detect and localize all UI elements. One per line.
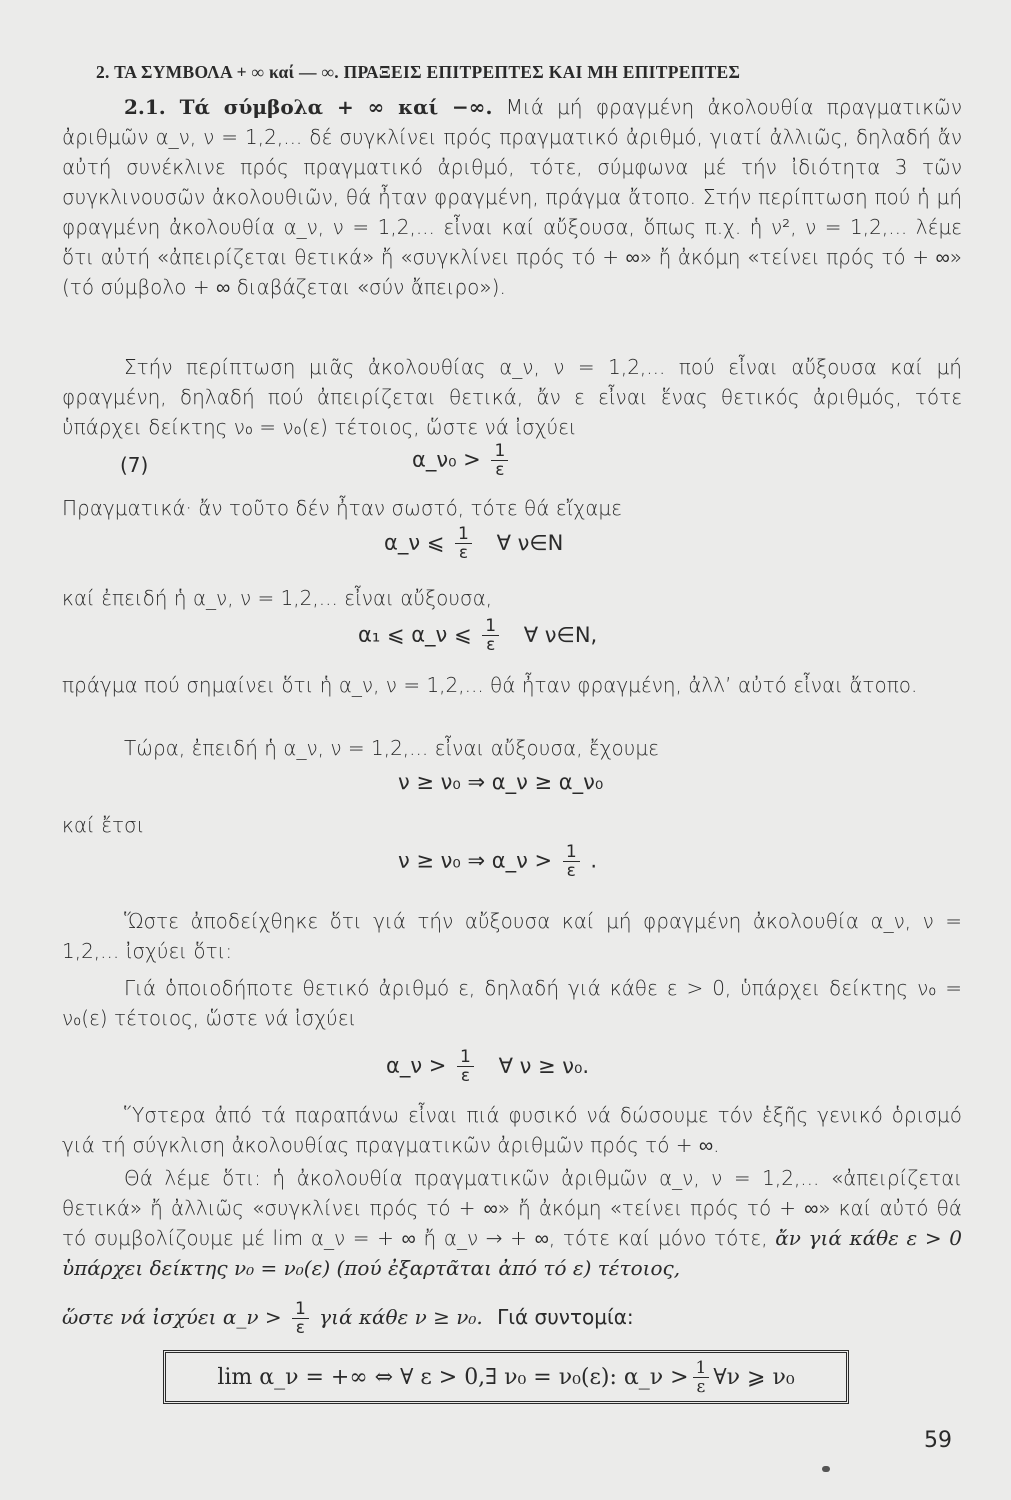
equation-e-lhs: α_ν > <box>386 1053 447 1078</box>
boxed-definition <box>163 1350 849 1404</box>
definition-condition: ἄν γιά κάθε ε > 0 ὑπάρχει δείκτης ν₀ = ν₀(ε) (πού ἐξαρτᾶται ἀπό τό ε) τέτοιος, <box>62 1226 963 1280</box>
fraction-numerator: 1 <box>563 843 580 862</box>
fraction-one-over-epsilon <box>491 442 508 479</box>
fraction-one-over-epsilon <box>457 1048 474 1085</box>
fraction-denominator: ε <box>495 460 505 480</box>
equation-e <box>386 1048 589 1085</box>
paragraph-9: Γιά ὁποιοδήποτε θετικό ἀριθμό ε, δηλαδή γιά κάθε ε > 0, ὑπάρχει δείκτης ν₀ = ν₀(ε) τέτοιος, ὥστε νά ἰσχύει <box>62 976 962 1030</box>
boxed-definition-lhs: lim α_ν = +∞ ⇔ ∀ ε > 0,∃ ν₀ = ν₀(ε): α_ν > <box>217 1364 689 1390</box>
paragraph-5: πράγμα πού σημαίνει ὅτι ἡ α_ν, ν = 1,2,... θά ἦταν φραγμένη, ἀλλ’ αὐτό εἶναι ἄτοπο. <box>62 673 918 697</box>
chapter-heading: 2. ΤΑ ΣΥΜΒΟΛΑ + ∞ καί — ∞. ΠΡΑΞΕΙΣ ΕΠΙΤΡΕΠΤΕΣ ΚΑΙ ΜΗ ΕΠΙΤΡΕΠΤΕΣ <box>96 62 741 82</box>
ink-speck <box>822 1466 830 1472</box>
fraction-denominator: ε <box>460 1066 471 1086</box>
fraction-denominator: ε <box>696 1376 706 1397</box>
paragraph-7: καί ἔτσι <box>62 813 145 837</box>
fraction-one-over-epsilon <box>482 617 499 654</box>
fraction-denominator: ε <box>566 861 576 881</box>
fraction-denominator: ε <box>458 543 469 563</box>
equation-b <box>358 617 597 654</box>
section-title: 2.1. Τά σύμβολα + ∞ καί −∞. <box>124 95 493 119</box>
fraction-denominator: ε <box>295 1318 305 1338</box>
definition-last-line <box>62 1300 634 1337</box>
equation-c: ν ≥ ν₀ ⇒ α_ν ≥ α_ν₀ <box>398 770 604 794</box>
fraction-one-over-epsilon <box>292 1300 309 1337</box>
paragraph-4: καί ἐπειδή ἡ α_ν, ν = 1,2,... εἶναι αὔξουσα, <box>62 586 493 610</box>
equation-d-end: . <box>590 848 598 873</box>
boxed-definition-rhs: ∀ν ⩾ ν₀ <box>713 1364 795 1390</box>
fraction-numerator: 1 <box>455 525 472 544</box>
equation-7-lhs: α_ν₀ > <box>412 447 481 472</box>
definition-for-all: γιά κάθε ν ≥ ν₀. <box>319 1305 483 1329</box>
paragraph-6: Τώρα, ἐπειδή ἡ α_ν, ν = 1,2,... εἶναι αὔξουσα, ἔχουμε <box>124 736 659 760</box>
equation-a <box>384 525 563 562</box>
equation-b-lhs: α₁ ⩽ α_ν ⩽ <box>358 622 472 647</box>
fraction-numerator: 1 <box>292 1300 309 1319</box>
paragraph-8: Ὥστε ἀποδείχθηκε ὅτι γιά τήν αὔξουσα καί μή φραγμένη ἀκολουθία α_ν, ν = 1,2,... ἰσχύει ὅτι: <box>62 909 962 963</box>
equation-a-lhs: α_ν ⩽ <box>384 530 445 555</box>
paragraph-3: Πραγματικά· ἄν τοῦτο δέν ἦταν σωστό, τότε θά εἴχαμε <box>62 496 622 520</box>
definition-in-short: Γιά συντομία: <box>497 1305 634 1329</box>
equation-a-rhs: ∀ ν∈N <box>496 530 564 555</box>
equation-7-label: (7) <box>120 453 149 477</box>
equation-e-rhs: ∀ ν ≥ ν₀. <box>498 1053 590 1078</box>
definition-so-that: ὥστε νά ἰσχύει α_ν > <box>62 1305 282 1329</box>
equation-d <box>398 843 597 880</box>
definition-text: Θά λέμε ὅτι: ἡ ἀκολουθία πραγματικῶν ἀριθμῶν α_ν, ν = 1,2,... «ἀπειρίζεται θετικά» ἤ ἀλλιῶς «συγκλίνει πρός τό + ∞» ἤ ἀκόμη «τείνει πρός τό + ∞» καί αὐτό θά τό συμβολίζουμε μέ lim α_ν = + ∞ ἤ α_ν → + ∞, τότε καί μόνο τότε, <box>62 1166 962 1250</box>
fraction-one-over-epsilon <box>563 843 580 880</box>
fraction-numerator: 1 <box>491 442 508 461</box>
equation-b-rhs: ∀ ν∈N, <box>523 622 598 647</box>
paragraph-10: Ὕστερα ἀπό τά παραπάνω εἶναι πιά φυσικό νά δώσουμε τόν ἑξῆς γενικό ὁρισμό γιά τή σύγκλιση ἀκολουθίας πραγματικῶν ἀριθμῶν πρός τό + ∞. <box>62 1103 962 1157</box>
fraction-numerator: 1 <box>482 617 499 636</box>
fraction-numerator: 1 <box>457 1048 474 1067</box>
paragraph-1 <box>62 92 962 302</box>
fraction-numerator: 1 <box>693 1359 710 1378</box>
paragraph-1-text: Μιά μή φραγμένη ἀκολουθία πραγματικῶν ἀριθμῶν α_ν, ν = 1,2,... δέ συγκλίνει πρός πραγματικό ἀριθμό, γιατί ἀλλιῶς, δηλαδή ἄν αὐτή συνέκλινε πρός πραγματικό ἀριθμό, τότε, σύμφωνα μέ τήν ἰδιότητα 3 τῶν συγκλινουσῶν ἀκολουθιῶν, θά ἦταν φραγμένη, πράγμα ἄτοπο. Στήν περίπτωση πού ἡ μή φραγμένη ἀκολουθία α_ν, ν = 1,2,... εἶναι καί αὔξουσα, ὅπως π.χ. ἡ ν², ν = 1,2,... λέμε ὅτι αὐτή «ἀπειρίζεται θετικά» ἤ «συγκλίνει πρός τό + ∞» ἤ ἀκόμη «τείνει πρός τό + ∞» (τό σύμβολο + ∞ διαβάζεται «σύν ἄπειρο»). <box>62 95 963 299</box>
paragraph-11 <box>62 1163 962 1283</box>
fraction-denominator: ε <box>486 635 496 655</box>
fraction-one-over-epsilon <box>455 525 472 562</box>
fraction-one-over-epsilon <box>693 1359 710 1396</box>
paragraph-2: Στήν περίπτωση μιᾶς ἀκολουθίας α_ν, ν = 1,2,... πού εἶναι αὔξουσα καί μή φραγμένη, δηλαδή πού ἀπειρίζεται θετικά, ἄν ε εἶναι ἕνας θετικός ἀριθμός, τότε ὑπάρχει δείκτης ν₀ = ν₀(ε) τέτοιος, ὥστε νά ἰσχύει <box>62 355 962 439</box>
equation-7 <box>412 442 512 479</box>
equation-d-lhs: ν ≥ ν₀ ⇒ α_ν > <box>398 848 553 873</box>
page-number: 59 <box>924 1428 952 1453</box>
